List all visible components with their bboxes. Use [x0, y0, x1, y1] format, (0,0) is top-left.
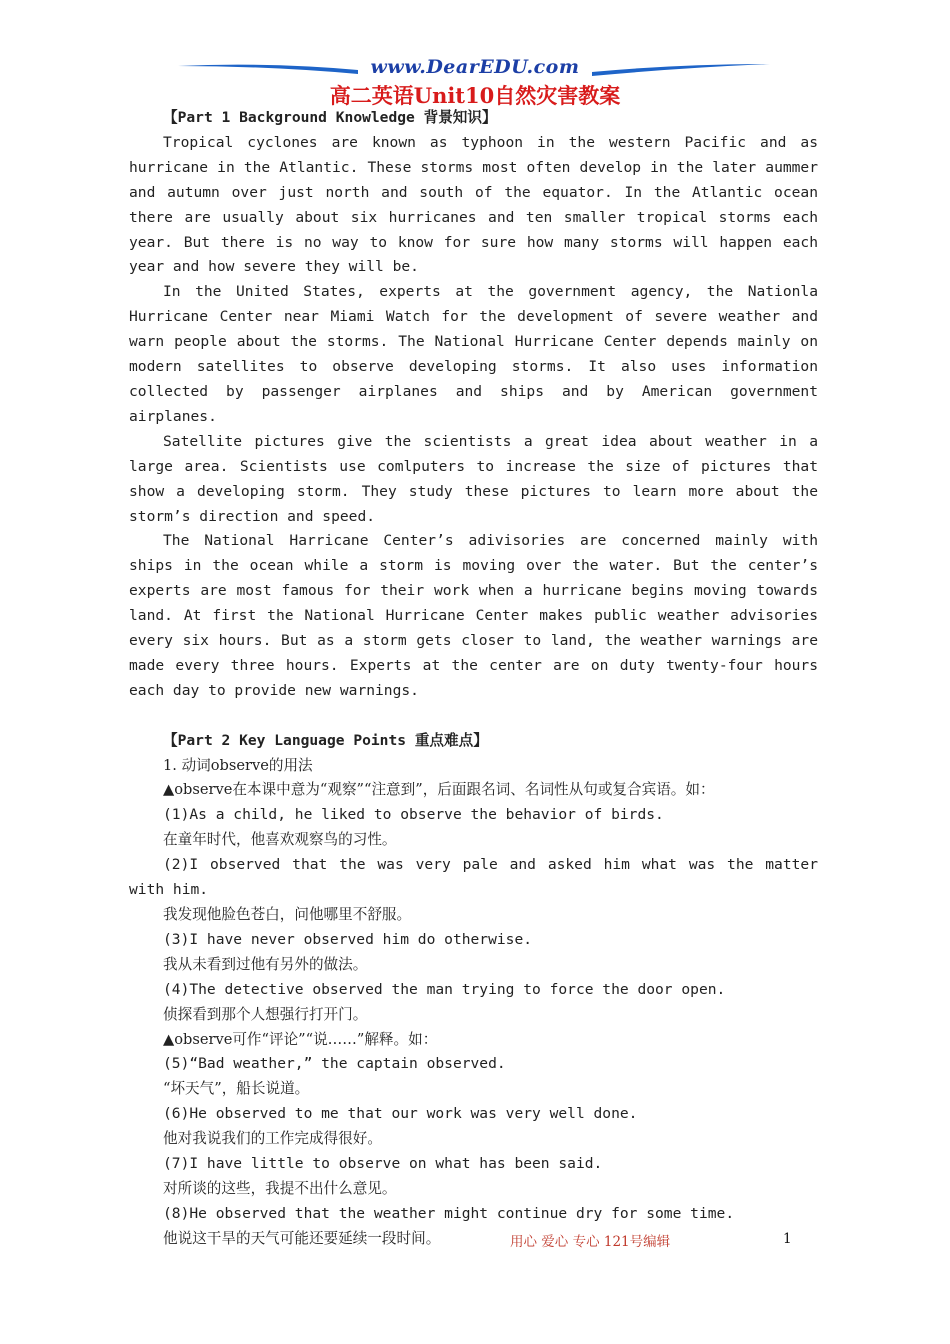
- example-cn: 在童年时代，他喜欢观察鸟的习性。: [163, 831, 397, 849]
- example-en: (3)I have never observed him do otherwise.: [163, 930, 533, 948]
- document-body: [129, 106, 818, 1252]
- usage-note: ▲observe在本课中意为“观察”“注意到”，后面跟名词、名词性从句或复合宾语。如：: [163, 781, 715, 799]
- example-en: (6)He observed to me that our work was very well done.: [163, 1105, 638, 1123]
- usage-note: ▲observe可作“评论”“说……”解释。如：: [163, 1030, 438, 1048]
- example-en: (5)“Bad weather,” the captain observed.: [163, 1055, 506, 1073]
- example-cn: 我从未看到过他有另外的做法。: [163, 955, 368, 973]
- example-cn: 他说这干旱的天气可能还要延续一段时间。: [163, 1229, 441, 1247]
- example-cn: 侦探看到那个人想强行打开门。: [163, 1005, 368, 1023]
- example-cn: 他对我说我们的工作完成得很好。: [163, 1130, 382, 1148]
- paragraph: Satellite pictures give the scientists a great idea about weather in a large area. Scientists use comlputers to increase the size of pictures that show a developing storm. They study these pictures to learn more about the storm’s direction and speed.: [129, 432, 818, 525]
- paragraph: Tropical cyclones are known as typhoon in the western Pacific and as hurricane in the Atlantic. These storms most often develop in the later aummer and autumn over just north and south of the equator. In the Atlantic ocean there are usually about six hurricanes and ten smaller tropical storms each year. But there is no way to know for sure how many storms will happen each year and how severe they will be.: [129, 133, 818, 276]
- example-en: (8)He observed that the weather might continue dry for some time.: [163, 1204, 735, 1222]
- part2-heading: 【Part 2 Key Language Points 重点难点】: [163, 731, 488, 749]
- paragraph: The National Harricane Center’s adivisories are concerned mainly with ships in the ocean while a storm is moving over the water. But the center’s experts are most famous for their work when a hurricane begins moving towards land. At first the National Hurricane Center makes public weather advisories every six hours. But as a storm gets closer to land, the weather warnings are made every three hours. Experts at the center are on duty twenty-four hours each day to provide new warnings.: [129, 532, 818, 699]
- page-number: 1: [783, 1231, 792, 1247]
- site-logo-text: www.DearEDU.com: [370, 56, 580, 78]
- footer-text: 用心 爱心 专心 121号编辑: [510, 1234, 671, 1250]
- example-cn: 我发现他脸色苍白，问他哪里不舒服。: [163, 905, 412, 923]
- example-en: (7)I have little to observe on what has been said.: [163, 1155, 603, 1173]
- spacer: [129, 704, 818, 729]
- subheading: 1. 动词observe的用法: [163, 756, 313, 774]
- example-cn: “坏天气”，船长说道。: [163, 1080, 310, 1098]
- example-en: (4)The detective observed the man trying to force the door open.: [163, 980, 726, 998]
- document-title: 高二英语Unit10自然灾害教案: [329, 83, 621, 108]
- part1-heading: 【Part 1 Background Knowledge 背景知识】: [163, 109, 497, 126]
- paragraph: In the United States, experts at the government agency, the Nationla Hurricane Center near Miami Watch for the development of severe weather and warn people about the storms. The National Hurricane Center depends mainly on modern satellites to observe developing storms. It also uses information collected by passenger airplanes and ships and by American government airplanes.: [129, 283, 818, 425]
- example-en: (1)As a child, he liked to observe the behavior of birds.: [163, 806, 664, 824]
- example-cn: 对所谈的这些，我提不出什么意见。: [163, 1179, 397, 1197]
- example-en: (2)I observed that the was very pale and asked him what was the matter with him.: [129, 856, 818, 899]
